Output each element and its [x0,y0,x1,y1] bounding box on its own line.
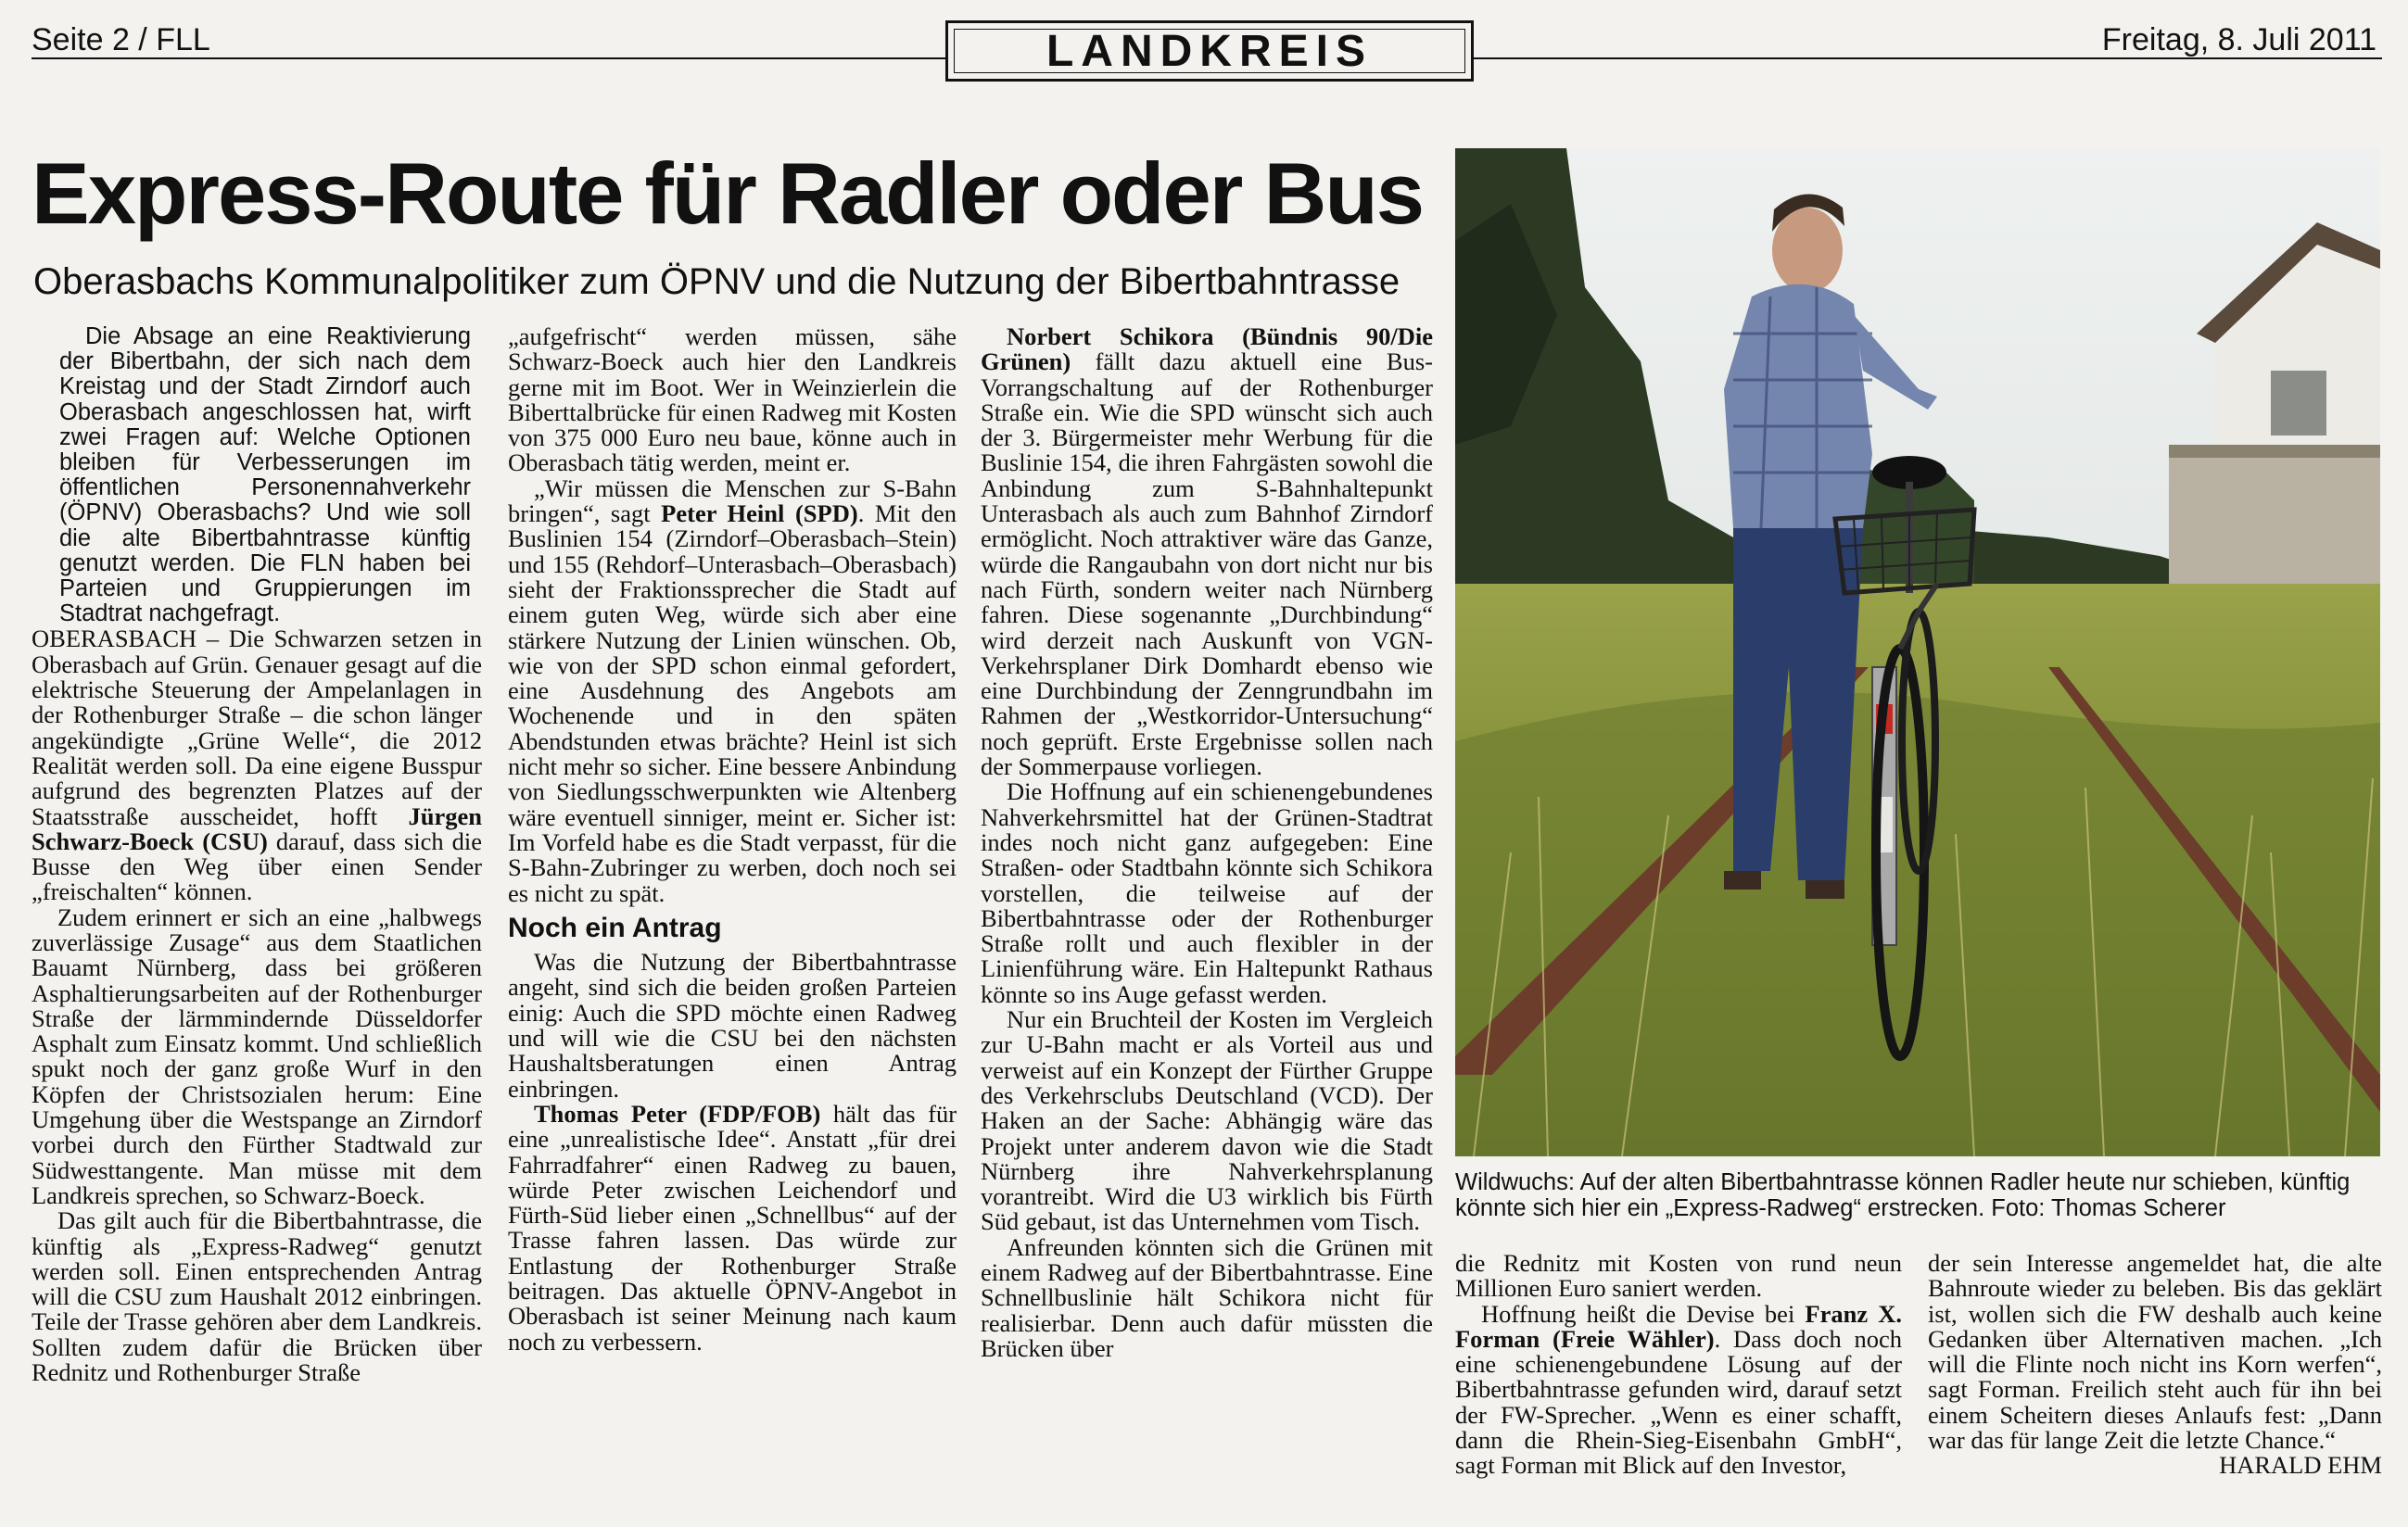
section-label [945,20,1474,82]
body-text: OBERASBACH – Die Schwarzen setzen in Oberasbach auf Grün. Genauer gesagt auf die elektrische Steuerung der Ampelanlagen in der Rothenburger Straße – die schon länger angekündigte „Grüne Welle“, die 2012 Realität werden soll. Da eine eigene Busspur aufgrund des begrenzten Platzes auf der Staatsstraße ausscheidet, hofft [32,625,482,830]
body-text: . Mit den Buslinien 154 (Zirndorf–Oberasbach–Stein) und 155 (Rehdorf–Unterasbach–Oberasbach) sieht der Fraktionssprecher die Stadt auf einem guten Weg, würde sich aber eine stärkere Nutzung der Linien wünschen. Ob, wie von der SPD schon einmal gefordert, eine Ausdehnung des Angebots am Wochenende und in den späten Abendstunden etwas brächte? Heinl ist sich nicht mehr so sicher. Eine bessere Anbindung von Siedlungsschwerpunkten wie Altenberg wäre eventuell sinniger, meint er. Sicher ist: Im Vorfeld habe es die Stadt verpasst, für die S-Bahn-Zubringer zu werben, doch noch sei es nicht zu spät. [508,499,957,907]
body-paragraph: „aufgefrischt“ werden müssen, sähe Schwarz-Boeck auch hier den Landkreis gerne mit im Boot. Wer in Weinzierlein die Biberttalbrücke für einen Radweg mit Kosten von 375 000 Euro neu baue, könne auch in Oberasbach tätig werden, meint er. [508,322,957,477]
subheading: Noch ein Antrag [508,912,722,943]
article-column-3 [981,324,1433,1361]
person-name: Thomas Peter (FDP/FOB) [534,1099,821,1128]
body-text: Hoffnung heißt die Devise bei [1481,1299,1795,1328]
article-headline: Express-Route für Radler oder Bus [32,145,1424,242]
article-column-2 [508,324,957,1355]
body-text: hält das für eine „unrealistische Idee“. Anstatt „für drei Fahrradfahrer“ einen Radweg zu bauen, würde Peter zwischen Leichendorf und Fürth-Süd lieber einen „Schnellbus“ auf der Trasse fahren lassen. Das würde zur Entlastung der Rothenburger Straße beitragen. Das aktuelle ÖPNV-Angebot in Oberasbach ist seiner Meinung nach kaum noch zu verbessern. [508,1099,957,1356]
article-column-1 [32,324,482,1385]
body-paragraph: Das gilt auch für die Bibertbahntrasse, die künftig als „Express-Radweg“ genutzt werden soll. Einen entsprechenden Antrag will die CSU zum Haushalt 2012 einbringen. Teile der Trasse gehören aber dem Landkreis. Sollten zudem dafür die Brücken über Rednitz und Rothenburger Straße [32,1206,482,1387]
photo-railway-bicycle [1455,148,2380,1156]
body-paragraph: Nur ein Bruchteil der Kosten im Vergleich zur U-Bahn macht er als Vorteil aus und verweist auf ein Konzept der Fürther Gruppe des Verkehrsclubs Deutschland (VCD). Der Haken an der Sache: Abhängig wäre das Projekt unter anderem davon wie die Stadt Nürnberg ihre Nahverkehrsplanung vorantreibt. Wird die U3 wirklich bis Fürth Süd gebaut, ist das Unternehmen vom Tisch. [981,1005,1433,1236]
body-paragraph [981,324,1433,779]
body-paragraph: Die Hoffnung auf ein schienengebundenes Nahverkehrsmittel hat der Grünen-Stadtrat indes noch nicht ganz aufgegeben: Eine Straßen- oder Stadtbahn könnte sich Schikora vorstellen, die teilweise auf der Bibertbahntrasse oder der Rothenburger Straße rollt und auch flexibler in der Linienführung wäre. Ein Haltepunkt Rathaus könnte so ins Auge gefasst werden. [981,777,1433,1008]
person-name: Jürgen Schwarz-Boeck (CSU) [32,801,482,855]
issue-date: Freitag, 8. Juli 2011 [2101,22,2376,57]
body-text: . Dass doch noch eine schienengebundene Lösung auf der Bibertbahntrasse gefunden wird, darauf setzt der FW-Sprecher. „Wenn es einer schafft, dann die Rhein-Sieg-Eisenbahn GmbH“, sagt Forman mit Blick auf den Investor, [1455,1324,1902,1480]
body-text: darauf, dass sich die Busse den Weg über einen Sender „freischalten“ können. [32,827,483,906]
masthead-rule-left [32,57,945,59]
body-paragraph: Anfreunden könnten sich die Grünen mit einem Radweg auf der Bibertbahntrasse. Eine Schnellbuslinie hält Schikora nicht für realisierbar. Denn auch dafür müssten die Brücken über [981,1232,1433,1362]
body-paragraph [32,626,482,904]
body-paragraph: die Rednitz mit Kosten von rund neun Millionen Euro saniert werden. [1455,1249,1902,1303]
article-subheadline: Oberasbachs Kommunalpolitiker zum ÖPNV und die Nutzung der Bibertbahntrasse [33,261,1400,302]
body-text: fällt dazu aktuell eine Bus-Vorrangschaltung auf der Rothenburger Straße ein. Wie die SPD wünscht sich auch der 3. Bürgermeister mehr Werbung für die Buslinie 154, die ihren Fahrgästen sowohl die Anbindung zum S-Bahnhaltepunkt Unterasbach als auch zum Bahnhof Zirndorf ermöglicht. Noch attraktiver wäre das Ganze, würde die Rangaubahn von dort nicht nur bis nach Fürth, sondern weiter nach Nürnberg fahren. Diese sogenannte „Durchbindung“ wird derzeit nach Auskunft von VGN-Verkehrsplaner Dirk Domhardt ebenso wie eine Durchbindung der Zenngrundbahn im Rahmen der „Westkorridor-Untersuchung“ noch geprüft. Erste Ergebnisse sollen nach der Sommerpause vorliegen. [981,347,1433,781]
page-reference: Seite 2 / FLL [32,22,210,57]
article-column-5 [1928,1251,2382,1479]
body-paragraph [508,1099,957,1356]
body-paragraph [1455,1299,1902,1480]
article-lead: Die Absage an eine Reaktivierung der Bibertbahn, der sich nach dem Kreistag und der Stadt Zirndorf auch Oberasbach angeschlossen hat, wirft zwei Fragen auf: Welche Optionen bleiben für Verbesserungen im öffentlichen Personennahverkehr (ÖPNV) Oberasbachs? Und wie soll die alte Bibertbahntrasse künftig genutzt werden. Die FLN haben bei Parteien und Gruppierungen im Stadtrat nachgefragt. [59,323,471,627]
section-label-text: LANDKREIS [1046,26,1373,76]
body-text: „Wir müssen die Menschen zur S-Bahn bringen“, sagt [508,473,957,528]
body-paragraph: Zudem erinnert er sich an eine „halbwegs zuverlässige Zusage“ aus dem Staatlichen Bauamt Nürnberg, dass bei größeren Asphaltierungsarbeiten auf der Rothenburger Straße der lärmmindernde Düsseldorfer Asphalt zum Einsatz kommt. Und schließlich spukt noch der ganz große Wurf in den Köpfen der Christsozialen herum: Eine Umgehung über die Westspange an Zirndorf vorbei durch den Fürther Stadtwald zur Südwesttangente. Man müsse mit dem Landkreis sprechen, so Schwarz-Boeck. [32,902,482,1209]
person-name: Norbert Schikora (Bündnis 90/Die Grünen) [981,322,1433,376]
article-photo [1455,148,2380,1156]
article-column-4 [1455,1251,1902,1479]
body-paragraph: der sein Interesse angemeldet hat, die alte Bahnroute wieder zu beleben. Bis das geklärt ist, wollen sich die FW deshalb auch keine Gedanken über Alternativen machen. „Ich will die Flinte noch nicht ins Korn werfen“, sagt Forman. Freilich steht auch für ihn bei einem Scheitern dieses Anlaufs fest: „Dann war das für lange Zeit die letzte Chance.“ [1928,1249,2382,1455]
article-author: HARALD EHM [2219,1451,2382,1480]
person-name: Peter Heinl (SPD) [661,499,858,528]
body-paragraph: Was die Nutzung der Bibertbahntrasse angeht, sind sich die beiden großen Parteien einig: Auch die SPD möchte einen Radweg und will wie die CSU bei den nächsten Haushaltsberatungen einen Antrag einbringen. [508,948,957,1103]
person-name: Franz X. Forman (Freie Wähler) [1455,1299,1902,1353]
body-paragraph [508,473,957,907]
photo-caption: Wildwuchs: Auf der alten Bibertbahntrasse können Radler heute nur schieben, künftig könnte sich hier ein „Express-Radweg“ erstrecken. Foto: Thomas Scherer [1455,1169,2351,1221]
